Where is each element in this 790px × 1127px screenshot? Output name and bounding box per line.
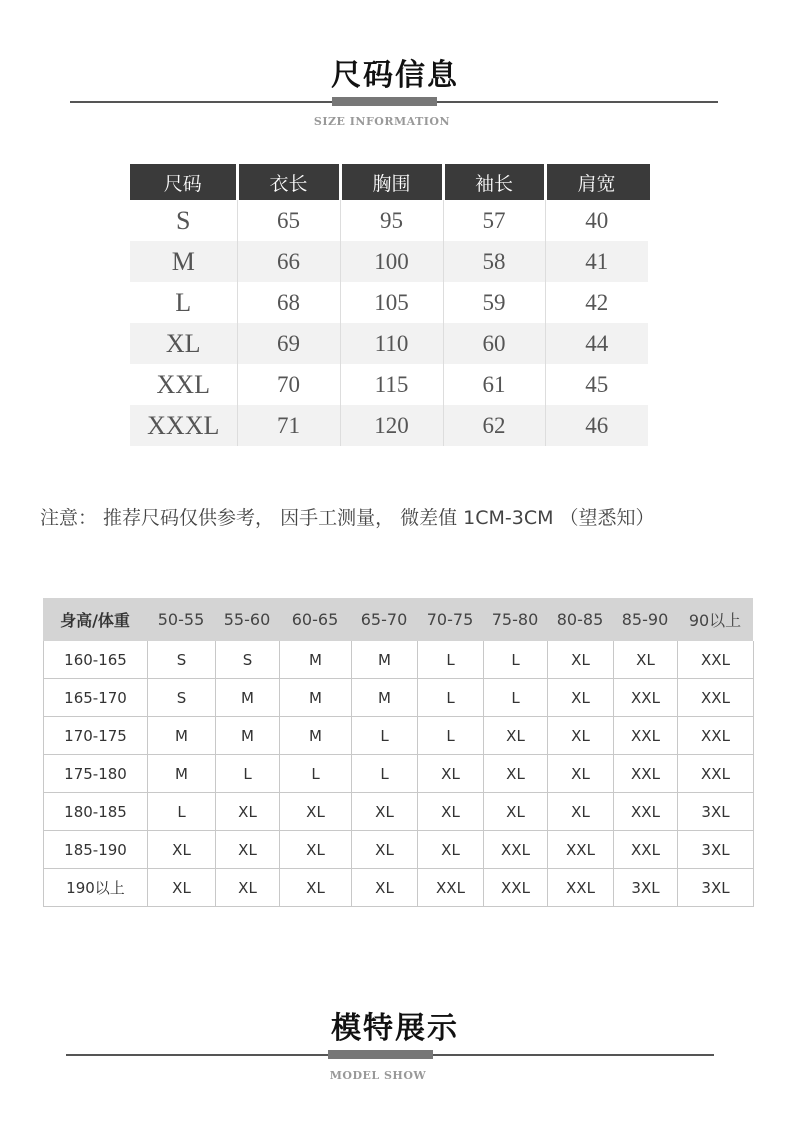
recommended-size-cell: L (216, 755, 280, 793)
recommended-size-cell: S (148, 679, 216, 717)
table-cell: 66 (237, 241, 340, 282)
height-range-cell: 160-165 (44, 641, 148, 679)
recommended-size-cell: 3XL (678, 869, 754, 907)
size-info-subtitle: SIZE INFORMATION (313, 115, 451, 128)
recommended-size-cell: XL (216, 831, 280, 869)
recommend-header-row (43, 598, 753, 641)
recommended-size-cell: XXL (614, 755, 678, 793)
table-row (44, 641, 754, 679)
recommended-size-cell: L (418, 641, 484, 679)
recommended-size-cell: M (352, 641, 418, 679)
table-cell: 42 (545, 282, 648, 323)
recommended-size-cell: XL (548, 679, 614, 717)
recommended-size-cell: M (280, 679, 352, 717)
recommended-size-cell: XL (148, 869, 216, 907)
weight-range-header: 85-90 (621, 610, 669, 629)
size-cell: XXXL (130, 405, 237, 446)
model-show-subtitle: MODEL SHOW (329, 1069, 427, 1082)
recommended-size-cell: XL (216, 869, 280, 907)
table-cell: 59 (443, 282, 545, 323)
table-cell: 71 (237, 405, 340, 446)
recommended-size-cell: L (352, 755, 418, 793)
table-row (130, 241, 648, 282)
table-cell: 68 (237, 282, 340, 323)
measurement-note: 注意： 推荐尺码仅供参考， 因手工测量， 微差值 1CM-3CM （望悉知） (40, 507, 655, 529)
table-cell: 110 (340, 323, 443, 364)
table-cell: 105 (340, 282, 443, 323)
height-range-cell: 175-180 (44, 755, 148, 793)
recommended-size-cell: XXL (678, 717, 754, 755)
recommended-size-cell: XL (352, 869, 418, 907)
table-row (44, 679, 754, 717)
recommended-size-cell: XXL (548, 869, 614, 907)
table-cell: 44 (545, 323, 648, 364)
recommended-size-cell: XL (352, 793, 418, 831)
recommended-size-cell: M (148, 755, 216, 793)
table-cell: 65 (237, 200, 340, 241)
recommended-size-cell: XL (280, 869, 352, 907)
recommended-size-cell: M (280, 717, 352, 755)
size-recommendation-grid (43, 598, 753, 907)
weight-range-header: 55-60 (223, 610, 271, 629)
recommended-size-cell: M (216, 679, 280, 717)
recommended-size-cell: XXL (614, 679, 678, 717)
recommended-size-cell: XL (418, 793, 484, 831)
header-length: 衣长 (237, 164, 340, 200)
recommended-size-cell: XL (280, 831, 352, 869)
table-cell: 45 (545, 364, 648, 405)
recommended-size-cell: XL (418, 755, 484, 793)
table-cell: 120 (340, 405, 443, 446)
size-info-header (0, 50, 790, 94)
size-table-header-row (130, 164, 648, 200)
recommended-size-cell: XL (418, 831, 484, 869)
weight-range-header: 65-70 (360, 610, 408, 629)
height-range-cell: 165-170 (44, 679, 148, 717)
recommended-size-cell: XXL (484, 831, 548, 869)
recommend-corner-label: 身高/体重 (60, 611, 130, 630)
recommended-size-cell: XL (548, 717, 614, 755)
recommended-size-cell: XXL (678, 641, 754, 679)
table-cell: 95 (340, 200, 443, 241)
recommended-size-cell: XL (548, 793, 614, 831)
recommended-size-cell: XL (280, 793, 352, 831)
header-chest: 胸围 (340, 164, 443, 200)
recommended-size-cell: L (484, 641, 548, 679)
weight-range-header: 80-85 (556, 610, 604, 629)
size-cell: M (130, 241, 237, 282)
table-cell: 46 (545, 405, 648, 446)
size-cell: XXL (130, 364, 237, 405)
table-row (130, 323, 648, 364)
table-row (130, 405, 648, 446)
table-row (130, 282, 648, 323)
size-cell: L (130, 282, 237, 323)
height-range-cell: 170-175 (44, 717, 148, 755)
recommended-size-cell: S (216, 641, 280, 679)
recommended-size-cell: S (148, 641, 216, 679)
table-row (130, 200, 648, 241)
recommended-size-cell: XL (484, 717, 548, 755)
table-cell: 62 (443, 405, 545, 446)
recommend-table (43, 641, 754, 907)
table-row (44, 717, 754, 755)
header-size: 尺码 (130, 164, 237, 200)
recommended-size-cell: XL (352, 831, 418, 869)
table-row (44, 793, 754, 831)
header-shoulder: 肩宽 (545, 164, 648, 200)
recommended-size-cell: XXL (548, 831, 614, 869)
recommended-size-cell: XXL (614, 717, 678, 755)
recommended-size-cell: XXL (418, 869, 484, 907)
table-cell: 115 (340, 364, 443, 405)
model-show-title: 模特展示 (331, 1011, 459, 1046)
height-range-cell: 185-190 (44, 831, 148, 869)
recommended-size-cell: XL (484, 755, 548, 793)
recommended-size-cell: XL (614, 641, 678, 679)
height-range-cell: 180-185 (44, 793, 148, 831)
weight-range-header: 60-65 (291, 610, 339, 629)
recommended-size-cell: XL (148, 831, 216, 869)
table-cell: 58 (443, 241, 545, 282)
recommended-size-cell: 3XL (678, 793, 754, 831)
size-cell: S (130, 200, 237, 241)
recommended-size-cell: XXL (614, 831, 678, 869)
recommended-size-cell: M (148, 717, 216, 755)
recommended-size-cell: L (148, 793, 216, 831)
size-info-title: 尺码信息 (331, 58, 459, 93)
recommended-size-cell: M (280, 641, 352, 679)
weight-range-header: 70-75 (426, 610, 474, 629)
table-cell: 69 (237, 323, 340, 364)
table-cell: 70 (237, 364, 340, 405)
weight-range-header: 50-55 (157, 610, 205, 629)
recommended-size-cell: 3XL (614, 869, 678, 907)
recommended-size-cell: XL (484, 793, 548, 831)
recommended-size-cell: L (280, 755, 352, 793)
recommended-size-cell: XXL (678, 755, 754, 793)
height-range-cell: 190以上 (44, 869, 148, 907)
recommended-size-cell: L (418, 679, 484, 717)
table-cell: 100 (340, 241, 443, 282)
table-row (44, 869, 754, 907)
table-cell: 40 (545, 200, 648, 241)
weight-range-header: 75-80 (491, 610, 539, 629)
table-cell: 61 (443, 364, 545, 405)
table-cell: 60 (443, 323, 545, 364)
recommended-size-cell: L (484, 679, 548, 717)
recommended-size-cell: M (216, 717, 280, 755)
header-sleeve: 袖长 (443, 164, 545, 200)
table-cell: 57 (443, 200, 545, 241)
recommended-size-cell: L (418, 717, 484, 755)
recommended-size-cell: XL (548, 755, 614, 793)
model-show-header (0, 1003, 790, 1047)
size-info-table (130, 164, 650, 446)
recommended-size-cell: L (352, 717, 418, 755)
recommended-size-cell: XXL (678, 679, 754, 717)
recommended-size-cell: 3XL (678, 831, 754, 869)
recommended-size-cell: XXL (484, 869, 548, 907)
recommended-size-cell: M (352, 679, 418, 717)
weight-range-header: 90以上 (688, 611, 742, 630)
table-row (130, 364, 648, 405)
model-show-accent-bar (328, 1050, 433, 1059)
size-info-accent-bar (332, 97, 437, 106)
table-row (44, 755, 754, 793)
table-row (44, 831, 754, 869)
recommended-size-cell: XL (548, 641, 614, 679)
size-cell: XL (130, 323, 237, 364)
table-cell: 41 (545, 241, 648, 282)
recommended-size-cell: XL (216, 793, 280, 831)
recommended-size-cell: XXL (614, 793, 678, 831)
